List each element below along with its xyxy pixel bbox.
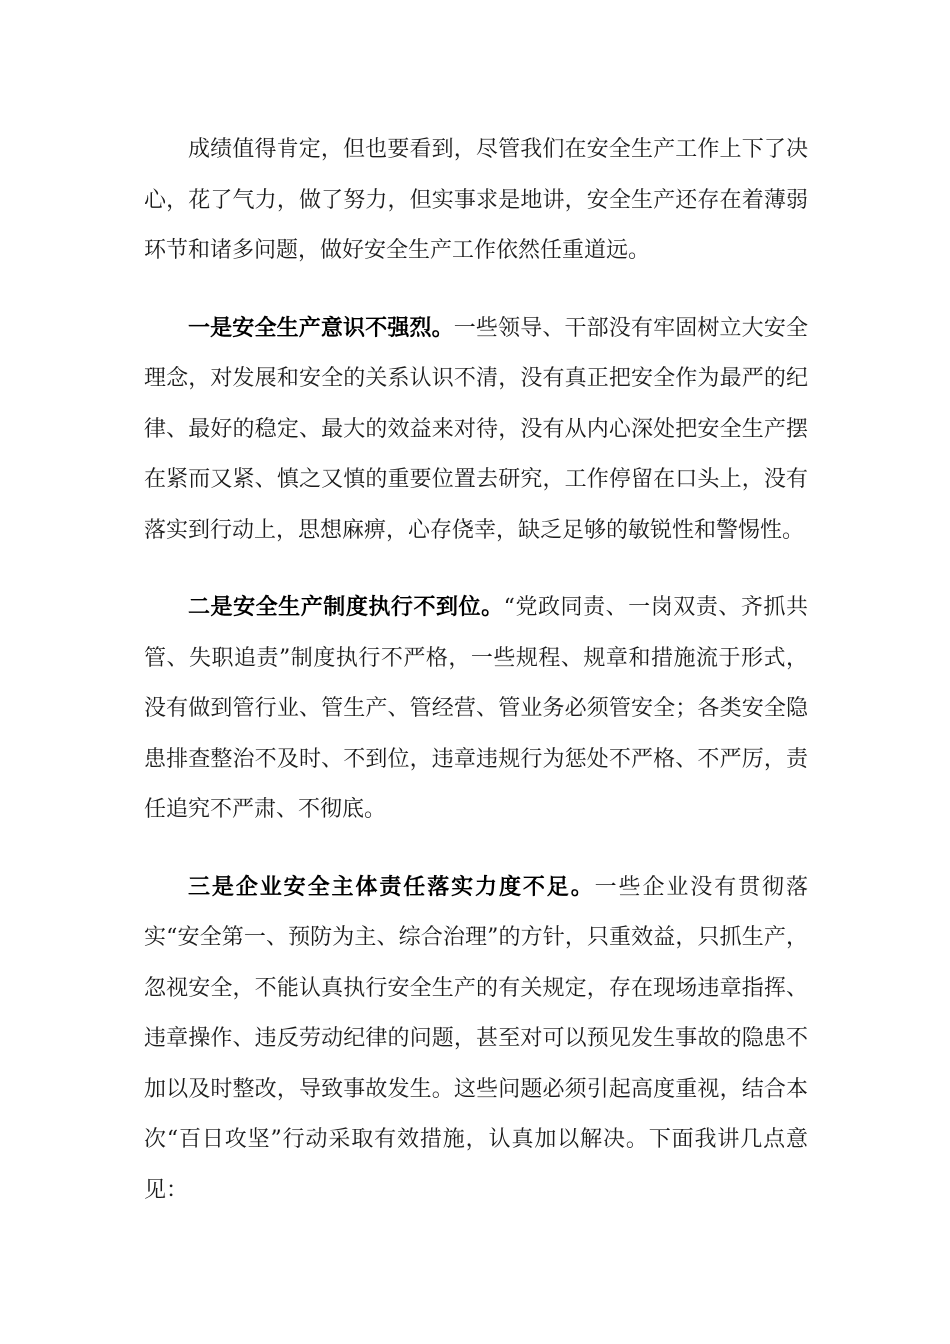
document-body — [144, 124, 808, 1242]
paragraph-lead: 二是安全生产制度执行不到位。 — [188, 594, 504, 620]
paragraph-issue-three — [144, 862, 808, 1217]
paragraph-issue-one — [144, 303, 808, 557]
paragraph-intro — [144, 124, 808, 277]
paragraph-lead: 一是安全生产意识不强烈。 — [188, 314, 454, 341]
paragraph-issue-two — [144, 582, 808, 836]
paragraph-text: 成绩值得肯定，但也要看到，尽管我们在安全生产工作上下了决心，花了气力，做了努力，但实事求是地讲，安全生产还存在着薄弱环节和诸多问题，做好安全生产工作依然任重道远。 — [144, 137, 808, 263]
paragraph-text: 一些企业没有贯彻落实“安全第一、预防为主、综合治理”的方针，只重效益，只抓生产，忽视安全，不能认真执行安全生产的有关规定，存在现场违章指挥、违章操作、违反劳动纪律的问题，甚至对可以预见发生事故的隐患不加以及时整改，导致事故发生。这些问题必须引起高度重视，结合本次“百日攻坚”行动采取有效措施，认真加以解决。下面我讲几点意见： — [144, 874, 808, 1203]
paragraph-text: “党政同责、一岗双责、齐抓共管、失职追责”制度执行不严格，一些规程、规章和措施流于形式，没有做到管行业、管生产、管经营、管业务必须管安全；各类安全隐患排查整治不及时、不到位，违章违规行为惩处不严格、不严厉，责任追究不严肃、不彻底。 — [144, 595, 808, 822]
paragraph-lead: 三是企业安全主体责任落实力度不足。 — [188, 873, 595, 900]
paragraph-text: 一些领导、干部没有牢固树立大安全理念，对发展和安全的关系认识不清，没有真正把安全作为最严的纪律、最好的稳定、最大的效益来对待，没有从内心深处把安全生产摆在紧而又紧、慎之又慎的重要位置去研究，工作停留在口头上，没有落实到行动上，思想麻痹，心存侥幸，缺乏足够的敏锐性和警惕性。 — [144, 315, 808, 543]
